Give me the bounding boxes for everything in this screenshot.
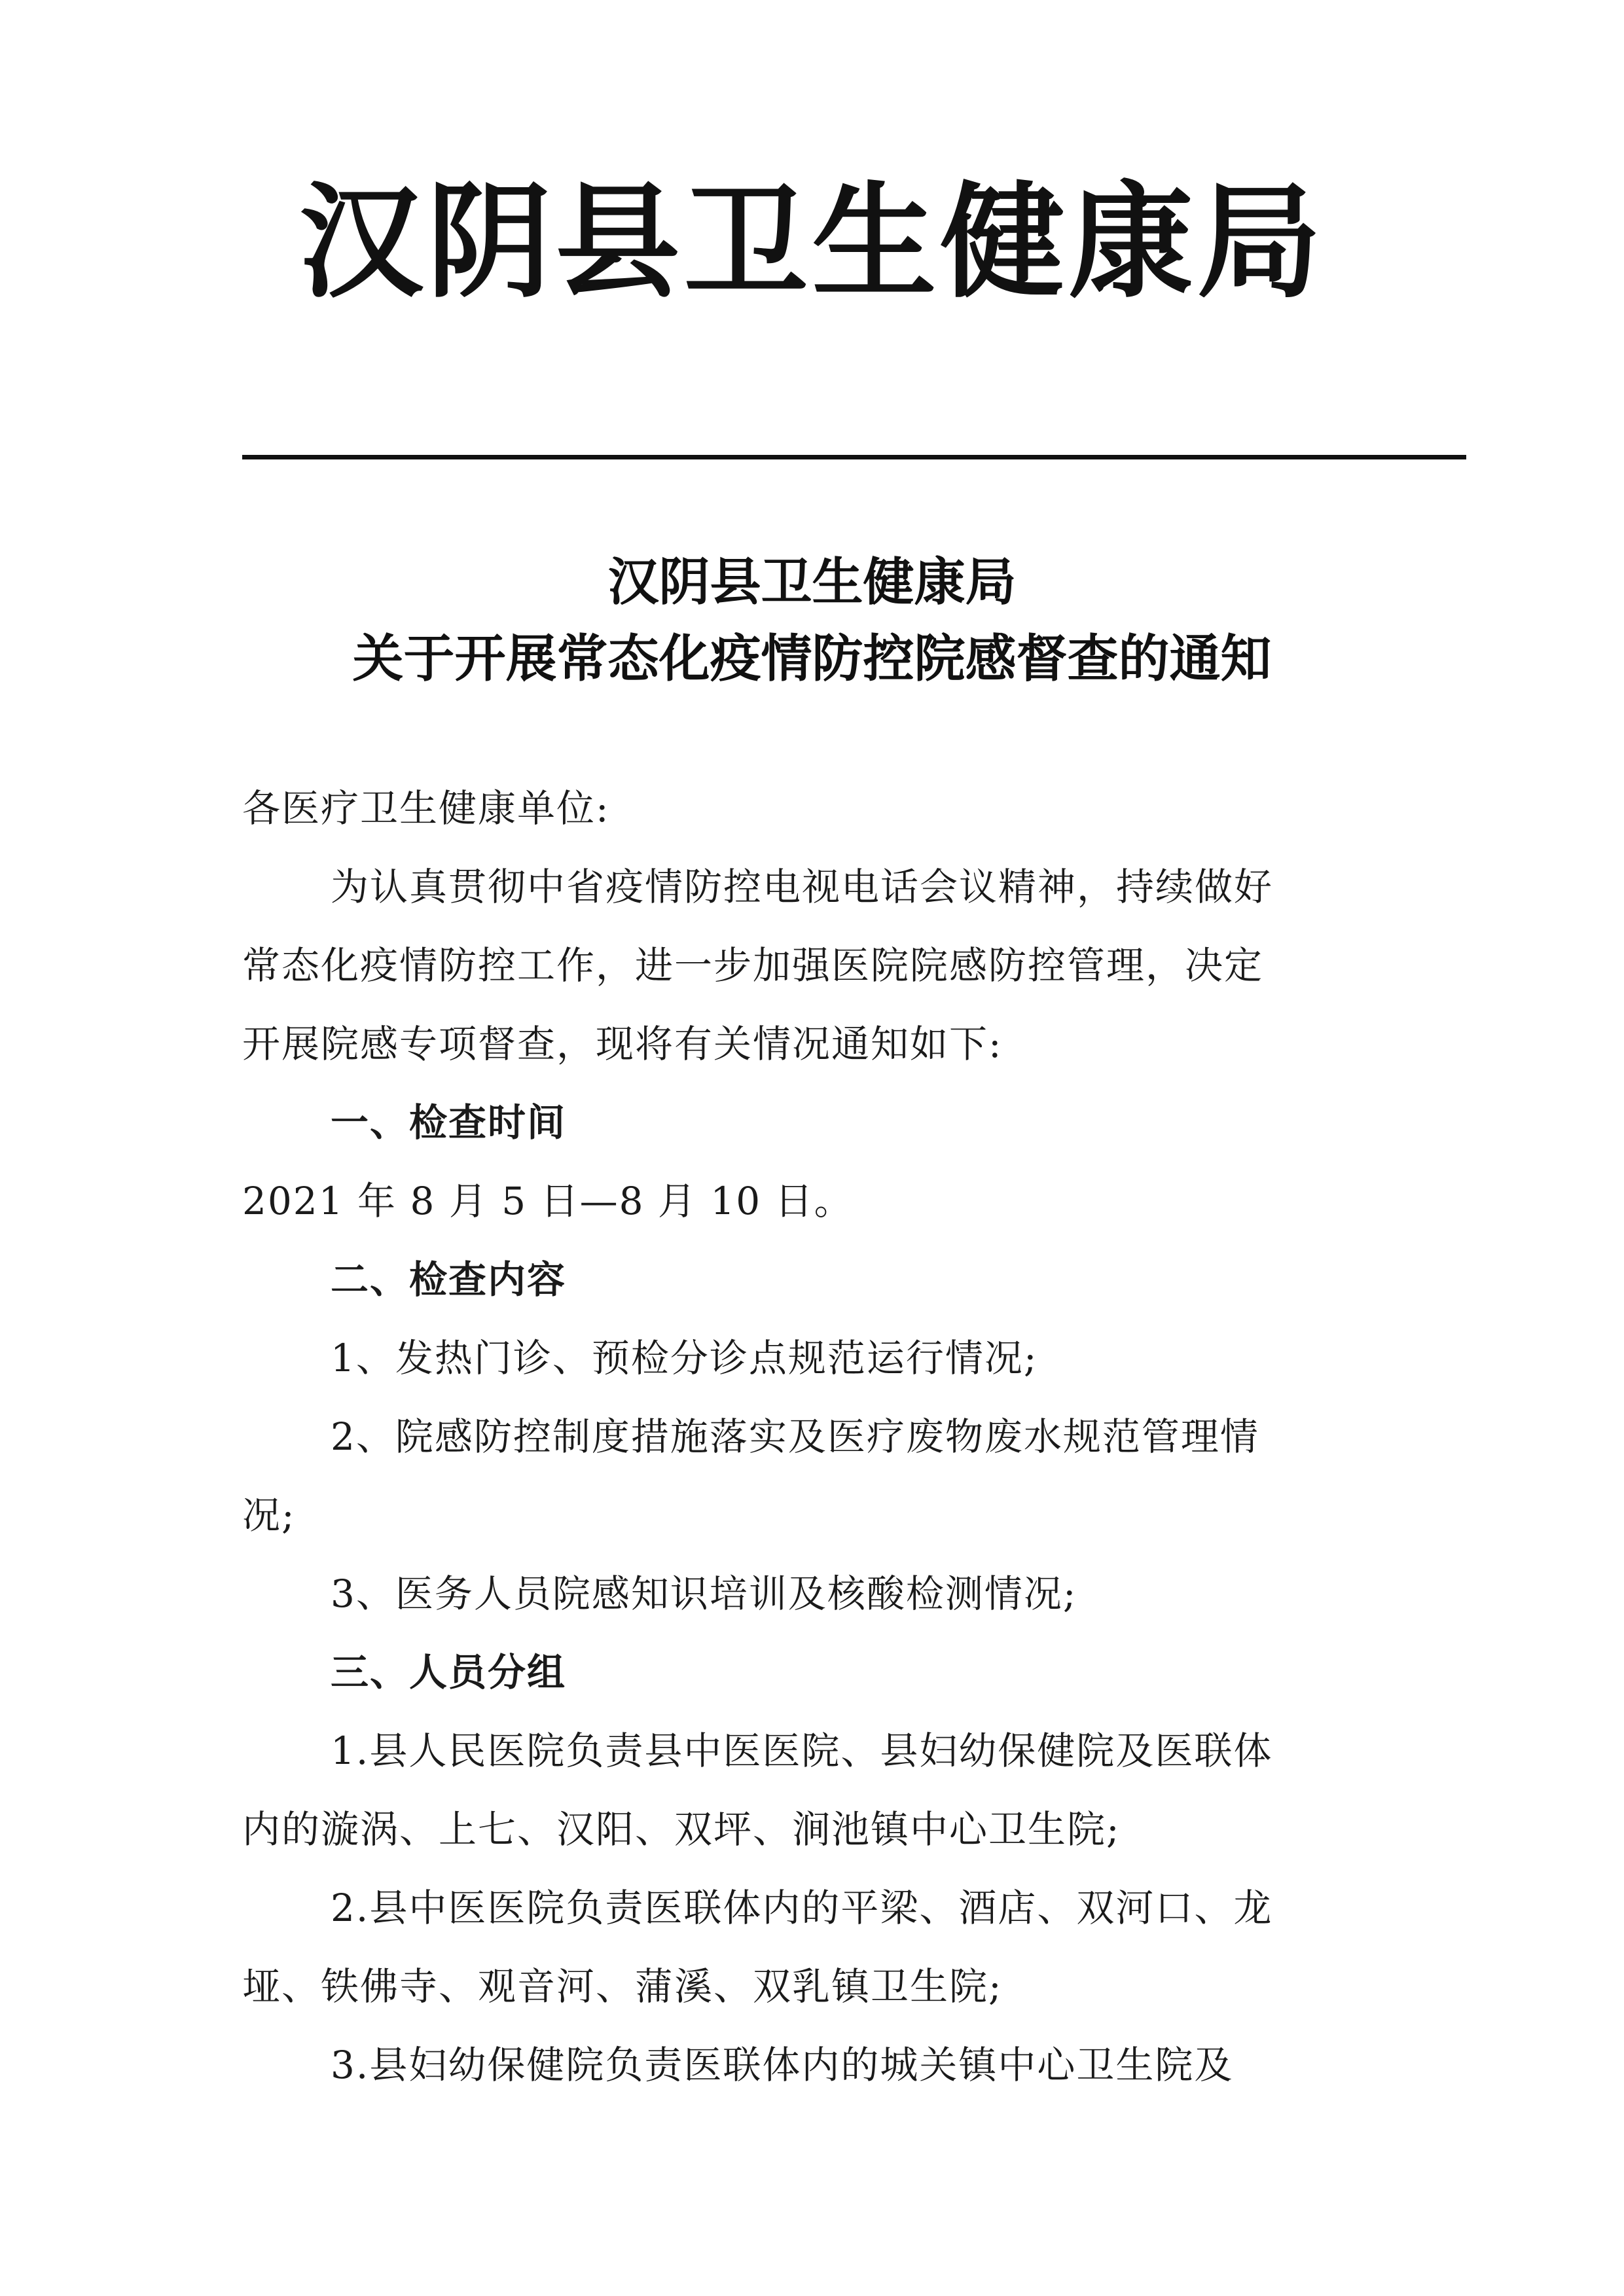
group-item: 垭、铁佛寺、观音河、蒲溪、双乳镇卫生院; bbox=[242, 1964, 1003, 2009]
salutation: 各医疗卫生健康单位: bbox=[242, 786, 610, 831]
section-heading-content: 二、检查内容 bbox=[331, 1257, 567, 1302]
masthead-title: 汉阴县卫生健康局 bbox=[298, 169, 1326, 315]
intro-line: 常态化疫情防控工作，进一步加强医院院感防控管理，决定 bbox=[242, 943, 1264, 988]
document-title-line-1: 汉阴县卫生健康局 bbox=[607, 552, 1017, 612]
section-heading-time: 一、检查时间 bbox=[331, 1100, 567, 1145]
document-title-line-2: 关于开展常态化疫情防控院感督查的通知 bbox=[352, 629, 1272, 689]
content-item: 1、发热门诊、预检分诊点规范运行情况; bbox=[331, 1336, 1038, 1380]
intro-line: 为认真贯彻中省疫情防控电视电话会议精神，持续做好 bbox=[331, 865, 1274, 909]
inspection-date: 2021 年 8 月 5 日—8 月 10 日。 bbox=[242, 1179, 854, 1223]
group-item: 内的漩涡、上七、汉阳、双坪、涧池镇中心卫生院; bbox=[242, 1807, 1121, 1852]
group-item: 1.县人民医院负责县中医医院、县妇幼保健院及医联体 bbox=[331, 1729, 1273, 1773]
group-item: 3.县妇幼保健院负责医联体内的城关镇中心卫生院及 bbox=[331, 2043, 1234, 2087]
content-item: 3、医务人员院感知识培训及核酸检测情况; bbox=[331, 1571, 1077, 1616]
group-item: 2.县中医医院负责医联体内的平梁、酒店、双河口、龙 bbox=[331, 1886, 1273, 1930]
content-item: 况; bbox=[242, 1493, 296, 1537]
content-item: 2、院感防控制度措施落实及医疗废物废水规范管理情 bbox=[331, 1414, 1259, 1459]
masthead-divider bbox=[242, 455, 1466, 459]
section-heading-groups: 三、人员分组 bbox=[331, 1650, 567, 1695]
intro-line: 开展院感专项督查，现将有关情况通知如下: bbox=[242, 1022, 1003, 1066]
